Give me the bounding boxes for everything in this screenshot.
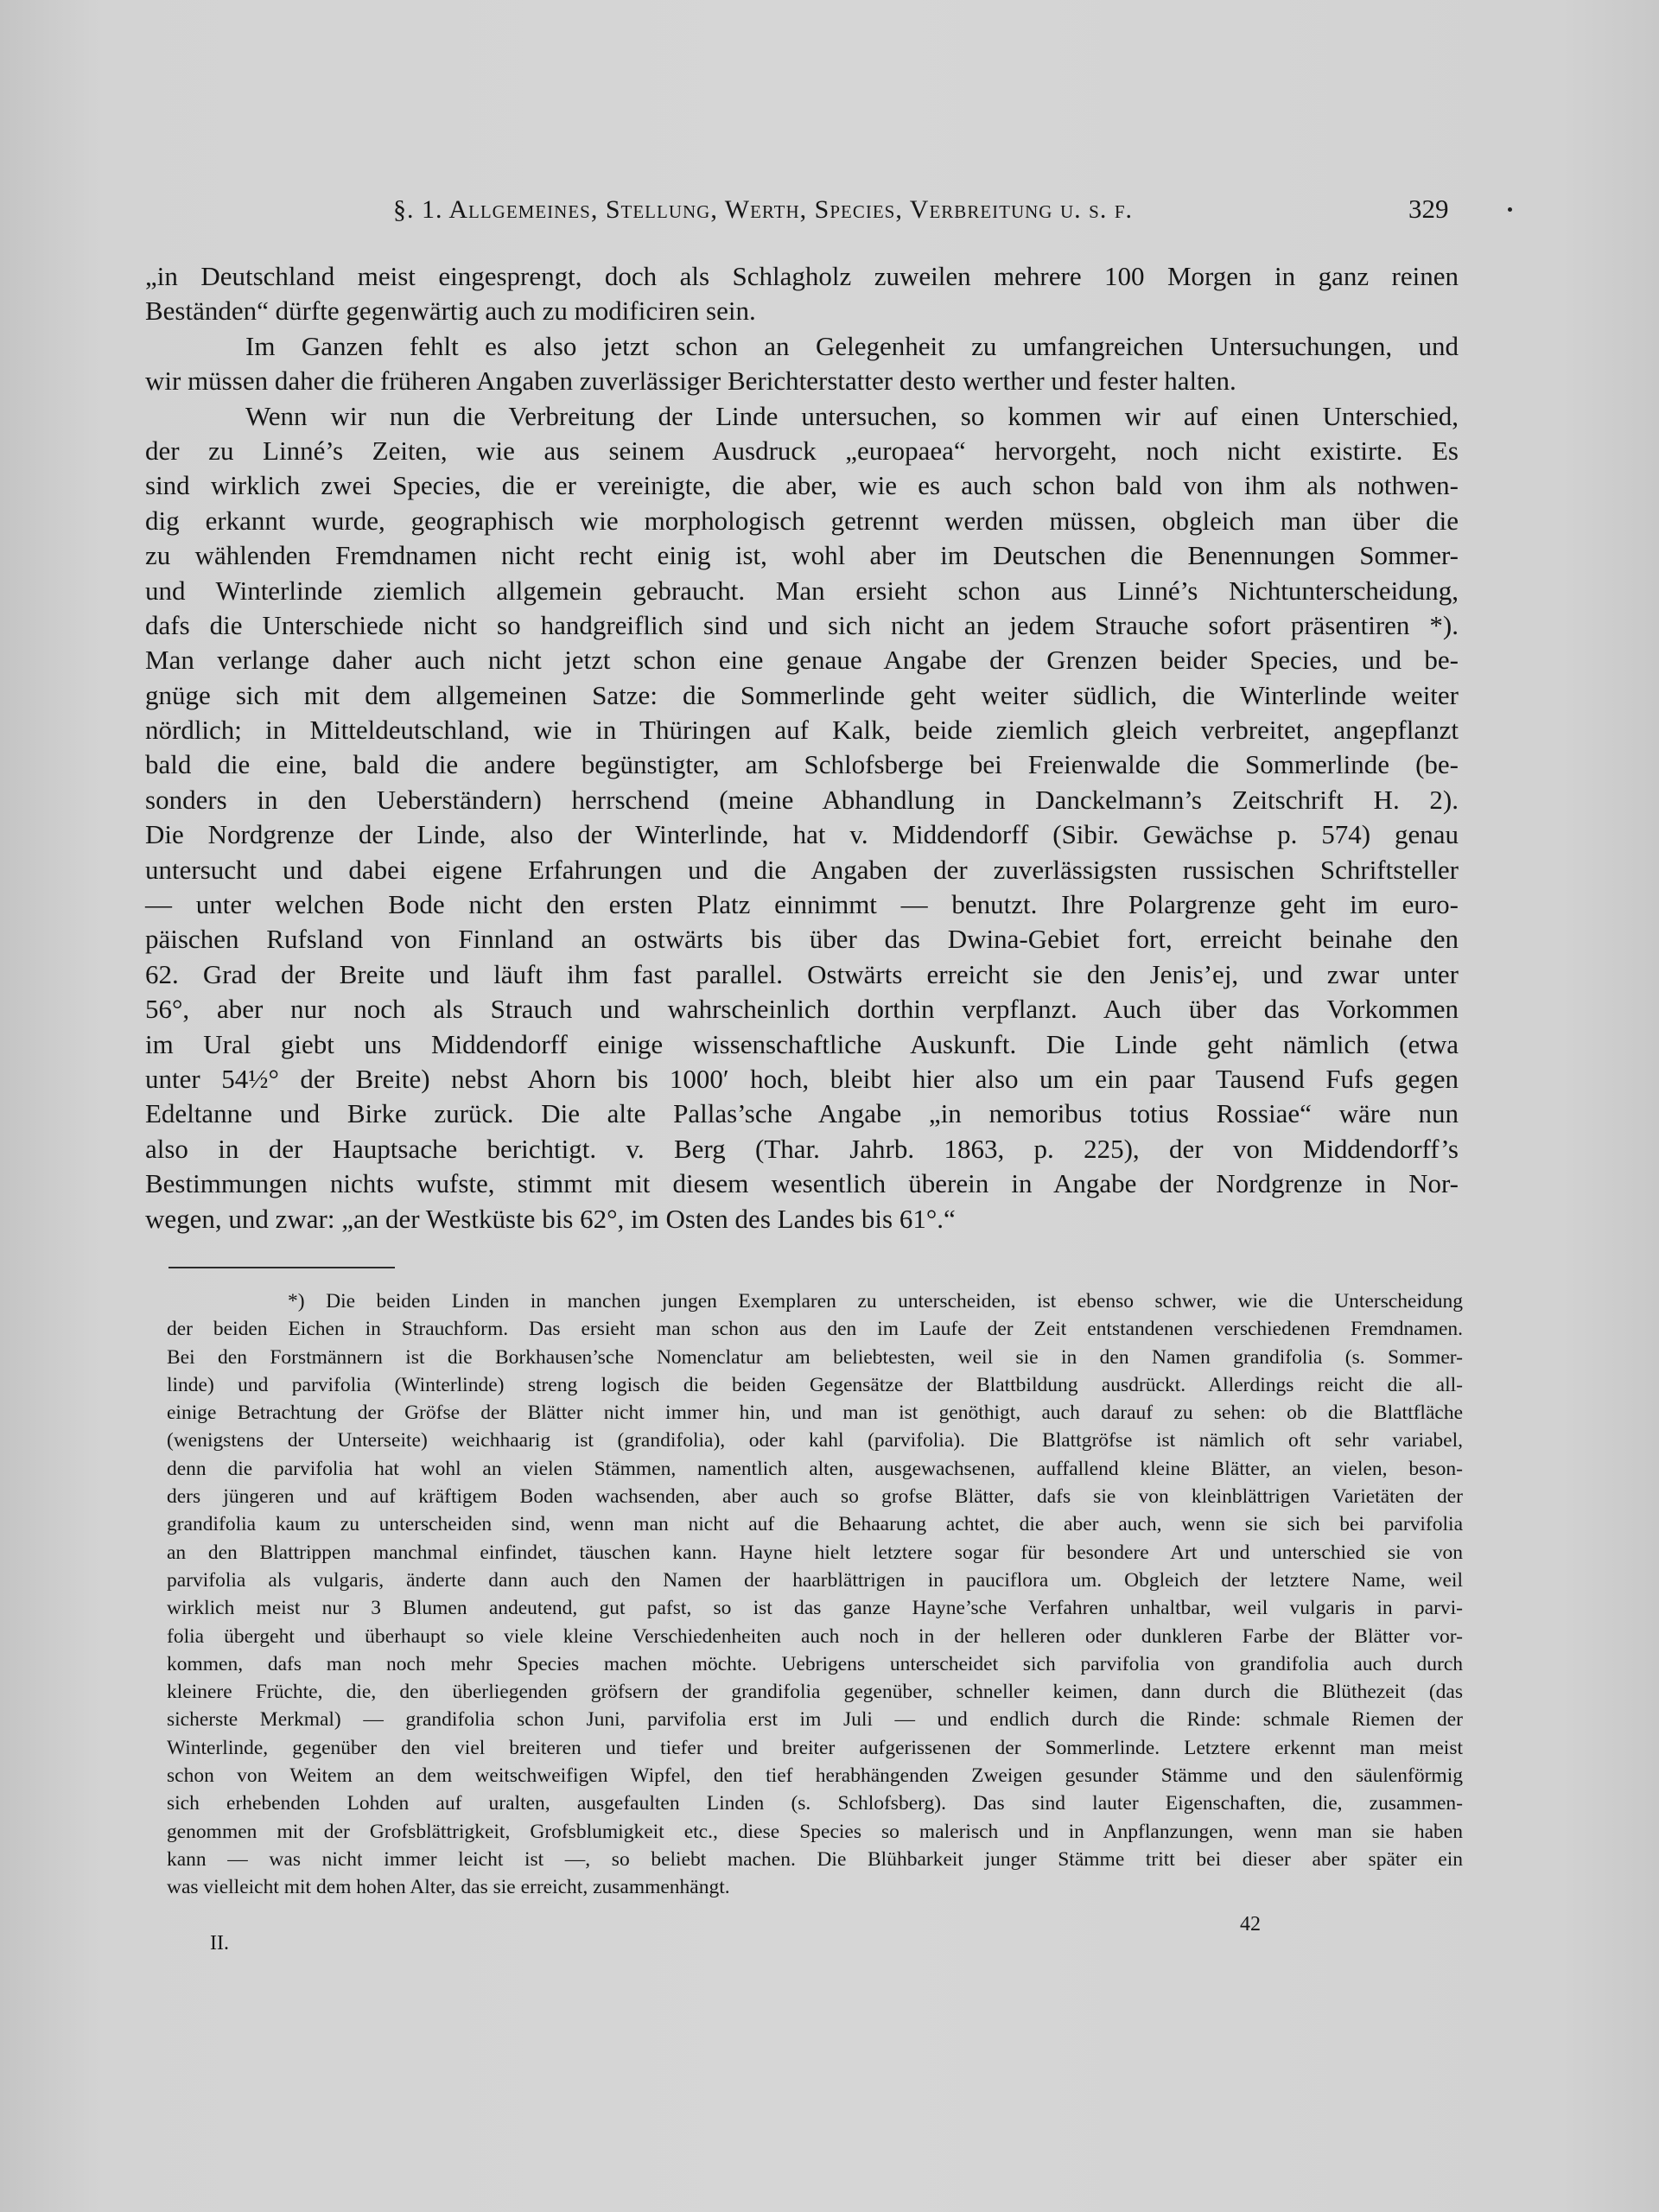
text-line: — unter welchen Bode nicht den ersten Platz einnimmt — benutzt. Ihre Polargrenze geht im euro- (145, 889, 1459, 920)
footnote-line: sich erhebenden Lohden auf uralten, ausgefaulten Linden (s. Schlofsberg). Das sind lauter Eigenschaften, die, zusammen- (167, 1792, 1463, 1815)
text-line: Edeltanne und Birke zurück. Die alte Pallas’sche Angabe „in nemoribus totius Rossiae“ wäre nun (145, 1098, 1459, 1129)
footnote-line: schon von Weitem an dem weitschweifigen Wipfel, den tief herabhängenden Zweigen gesunder Stämme und den säulenförmig (167, 1764, 1463, 1788)
text-line: im Ural giebt uns Middendorff einige wissenschaftliche Auskunft. Die Linde geht nämlich (etwa (145, 1028, 1459, 1059)
footnote-line: (wenigstens der Unterseite) weichhaarig ist (grandifolia), oder kahl (parvifolia). Die Blattgröfse ist nämlich oft sehr variabel, (167, 1429, 1463, 1452)
text-line: dig erkannt wurde, geographisch wie morphologisch getrennt werden müssen, obgleich man über die (145, 505, 1459, 536)
text-line: Beständen“ dürfte gegenwärtig auch zu modificiren sein. (145, 296, 756, 327)
footnote-line: kommen, dafs man noch mehr Species machen möchte. Uebrigens unterscheidet sich parvifolia von grandifolia auch durch (167, 1652, 1463, 1675)
footnote-line: kleinere Früchte, die, den überliegenden gröfsern der grandifolia gegenüber, schneller keimen, dann durch die Blüthezeit (das (167, 1681, 1463, 1704)
footnote-line: an den Blattrippen manchmal einfindet, täuschen kann. Hayne hielt letztere sogar für besondere Art und unterschied sie von (167, 1541, 1463, 1564)
footnote-line: sicherste Merkmal) — grandifolia schon Juni, parvifolia erst im Juli — und endlich durch die Rinde: schmale Riemen der (167, 1708, 1463, 1732)
footnote (167, 1287, 1463, 1902)
text-line: der zu Linné’s Zeiten, wie aus seinem Ausdruck „europaea“ hervorgeht, noch nicht existirte. Es (145, 435, 1459, 466)
text-line: 62. Grad der Breite und läuft ihm fast parallel. Ostwärts erreicht sie den Jenis’ej, und zwar unter (145, 958, 1459, 989)
running-title: §. 1. Allgemeines, Stellung, Werth, Species, Verbreitung u. s. f. (393, 195, 1133, 224)
footnote-line: wirklich meist nur 3 Blumen andeutend, gut pafst, so ist das ganze Hayne’sche Verfahren unhaltbar, weil vulgaris in parvi- (167, 1597, 1463, 1620)
footnote-line: parvifolia als vulgaris, änderte dann auch den Namen der haarblättrigen in pauciflora um. Obgleich der letztere Name, weil (167, 1568, 1463, 1592)
footnote-line: ders jüngeren und auf kräftigem Boden wachsenden, aber auch so grofse Blätter, dafs sie von kleinblättrigen Varietäten der (167, 1485, 1463, 1509)
text-line: sind wirklich zwei Species, die er vereinigte, die aber, wie es auch schon bald von ihm als nothwen- (145, 470, 1459, 501)
page-number: 329 (1408, 194, 1449, 224)
footnote-line: folia übergeht und überhaupt so viele kleine Verschiedenheiten auch noch in der helleren oder dunkleren Farbe der Blätter vor- (167, 1624, 1463, 1648)
footnote-line: Winterlinde, gegenüber den viel breiteren und tiefer und breiter aufgerissenen der Sommerlinde. Letztere erkennt man meist (167, 1736, 1463, 1759)
footnote-line: kann — was nicht immer leicht ist —, so beliebt machen. Die Blühbarkeit junger Stämme tritt bei dieser aber später ein (167, 1847, 1463, 1871)
text-line: zu wählenden Fremdnamen nicht recht einig ist, wohl aber im Deutschen die Benennungen Sommer- (145, 540, 1459, 571)
text-line: also in der Hauptsache berichtigt. v. Berg (Thar. Jahrb. 1863, p. 225), der von Middendorff’s (145, 1133, 1459, 1164)
text-line: päischen Rufsland von Finnland an ostwärts bis über das Dwina-Gebiet fort, erreicht beinahe den (145, 924, 1459, 955)
footnote-line: genommen mit der Grofsblättrigkeit, Grofsblumigkeit etc., diese Species so malerisch und in Anpflanzungen, wenn man sie haben (167, 1820, 1463, 1843)
page-header (0, 195, 1659, 230)
text-line: Die Nordgrenze der Linde, also der Winterlinde, hat v. Middendorff (Sibir. Gewächse p. 574) genau (145, 819, 1459, 850)
text-line: sonders in den Ueberständern) herrschend (meine Abhandlung in Danckelmann’s Zeitschrift H. 2). (145, 784, 1459, 815)
text-line: wegen, und zwar: „an der Westküste bis 62°, im Osten des Landes bis 61°.“ (145, 1203, 956, 1234)
text-line: Im Ganzen fehlt es also jetzt schon an Gelegenheit zu umfangreichen Untersuchungen, und (245, 330, 1459, 361)
text-line: unter 54½° der Breite) nebst Ahorn bis 1000′ hoch, bleibt hier also um ein paar Tausend Fufs gegen (145, 1063, 1459, 1094)
text-line: gnüge sich mit dem allgemeinen Satze: die Sommerlinde geht weiter südlich, die Winterlinde weiter (145, 679, 1459, 710)
footnote-line: grandifolia kaum zu unterscheiden sind, wenn man nicht auf die Behaarung achtet, die aber auch, wenn sie sich bei parvifolia (167, 1513, 1463, 1536)
text-line: Wenn wir nun die Verbreitung der Linde untersuchen, so kommen wir auf einen Unterschied, (245, 400, 1459, 431)
main-text (145, 259, 1459, 1236)
dot-mark (1508, 207, 1512, 212)
footnote-line: linde) und parvifolia (Winterlinde) streng logisch die beiden Gegensätze der Blattbildung ausdrückt. Allerdings reicht die all- (167, 1373, 1463, 1396)
text-line: nördlich; in Mitteldeutschland, wie in Thüringen auf Kalk, beide ziemlich gleich verbreitet, angepflanzt (145, 715, 1459, 746)
sheet-number: 42 (1240, 1913, 1261, 1936)
text-line: wir müssen daher die früheren Angaben zuverlässiger Berichterstatter desto werther und fester halten. (145, 365, 1236, 397)
text-line: untersucht und dabei eigene Erfahrungen und die Angaben der zuverlässigsten russischen Schriftsteller (145, 854, 1459, 885)
footnote-line: *) Die beiden Linden in manchen jungen Exemplaren zu unterscheiden, ist ebenso schwer, wie die Unterscheidung (288, 1290, 1463, 1313)
footnote-line: der beiden Eichen in Strauchform. Das ersieht man schon aus den im Laufe der Zeit entstandenen verschiedenen Fremdnamen. (167, 1318, 1463, 1341)
footnote-line: was vielleicht mit dem hohen Alter, das sie erreicht, zusammenhängt. (167, 1876, 730, 1899)
footnote-line: denn die parvifolia hat wohl an vielen Stämmen, namentlich alten, ausgewachsenen, auffallend kleine Blätter, an vielen, beson- (167, 1457, 1463, 1480)
text-line: dafs die Unterschiede nicht so handgreiflich sind und sich nicht an jedem Strauche sofort präsentiren *). (145, 609, 1459, 640)
footnote-line: einige Betrachtung der Gröfse der Blätter nicht immer hin, und man ist genöthigt, auch darauf zu sehen: ob die Blattfläche (167, 1402, 1463, 1425)
footnote-separator (168, 1267, 395, 1268)
footnote-line: Bei den Forstmännern ist die Borkhausen’sche Nomenclatur am beliebtesten, weil sie in den Namen grandifolia (s. Sommer- (167, 1345, 1463, 1369)
text-line: Bestimmungen nichts wufste, stimmt mit diesem wesentlich überein in Angabe der Nordgrenze in Nor- (145, 1168, 1459, 1199)
text-line: bald die eine, bald die andere begünstigter, am Schlofsberge bei Freienwalde die Sommerlinde (be- (145, 749, 1459, 780)
text-line: 56°, aber nur noch als Strauch und wahrscheinlich dorthin verpflanzt. Auch über das Vorkommen (145, 994, 1459, 1025)
text-line: Man verlange daher auch nicht jetzt schon eine genaue Angabe der Grenzen beider Species, und be- (145, 645, 1459, 676)
text-line: „in Deutschland meist eingesprengt, doch als Schlagholz zuweilen mehrere 100 Morgen in ganz reinen (145, 261, 1459, 291)
text-line: und Winterlinde ziemlich allgemein gebraucht. Man ersieht schon aus Linné’s Nichtunterscheidung, (145, 575, 1459, 606)
signature-mark: II. (210, 1932, 229, 1955)
